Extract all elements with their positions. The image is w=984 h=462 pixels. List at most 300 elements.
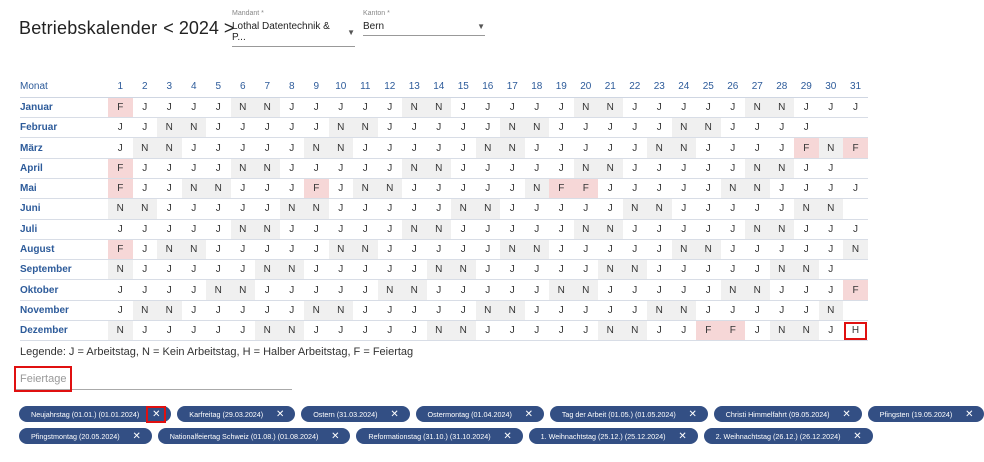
day-cell[interactable]: J [353,158,378,178]
day-cell[interactable]: N [647,138,672,158]
day-cell[interactable]: N [231,219,256,239]
day-cell[interactable]: J [819,260,844,280]
day-cell[interactable]: N [255,260,280,280]
day-cell[interactable]: J [255,280,280,300]
day-cell[interactable]: J [451,239,476,259]
day-cell[interactable]: N [402,219,427,239]
close-icon[interactable]: ✕ [390,408,399,420]
day-cell[interactable]: N [353,118,378,138]
day-cell[interactable]: N [819,300,844,320]
day-cell[interactable]: N [696,118,721,138]
day-cell[interactable]: J [721,97,746,117]
day-cell[interactable]: J [133,321,158,341]
day-cell[interactable]: N [280,260,305,280]
day-cell[interactable]: J [329,97,354,117]
day-cell[interactable]: N [206,178,231,198]
day-cell[interactable]: J [378,260,403,280]
day-cell[interactable]: J [329,280,354,300]
day-cell[interactable]: J [451,97,476,117]
prev-year-button[interactable]: < [163,18,174,38]
day-cell[interactable]: J [745,138,770,158]
day-cell[interactable]: J [623,97,648,117]
day-cell[interactable]: J [721,219,746,239]
day-cell[interactable]: J [574,199,599,219]
day-cell[interactable]: J [598,280,623,300]
day-cell[interactable]: J [182,97,207,117]
day-cell[interactable]: N [402,158,427,178]
day-cell[interactable]: J [500,260,525,280]
day-cell[interactable]: F [843,138,868,158]
day-cell[interactable]: N [500,138,525,158]
day-cell[interactable]: J [378,239,403,259]
day-cell[interactable]: J [182,280,207,300]
mandant-select[interactable] [232,10,355,47]
day-cell[interactable]: J [598,199,623,219]
day-cell[interactable]: J [157,199,182,219]
day-cell[interactable]: N [108,260,133,280]
day-cell[interactable]: J [721,239,746,259]
day-cell[interactable]: N [647,199,672,219]
day-cell[interactable]: J [353,138,378,158]
day-cell[interactable]: J [525,138,550,158]
day-cell[interactable]: N [745,158,770,178]
day-cell[interactable]: J [108,138,133,158]
day-cell[interactable]: N [182,178,207,198]
day-cell[interactable]: J [794,97,819,117]
day-cell[interactable]: J [770,239,795,259]
day-cell[interactable]: N [353,239,378,259]
day-cell[interactable]: N [427,219,452,239]
day-cell[interactable]: J [672,97,697,117]
day-cell[interactable]: J [647,158,672,178]
day-cell[interactable]: N [304,199,329,219]
day-cell[interactable]: J [500,280,525,300]
day-cell[interactable]: J [182,158,207,178]
day-cell[interactable]: J [329,199,354,219]
day-cell[interactable]: J [304,260,329,280]
day-cell[interactable]: J [157,178,182,198]
day-cell[interactable]: N [598,158,623,178]
day-cell[interactable]: N [280,321,305,341]
day-cell[interactable]: J [451,158,476,178]
day-cell[interactable]: J [476,260,501,280]
day-cell[interactable]: J [500,199,525,219]
day-cell[interactable]: N [402,280,427,300]
day-cell[interactable]: J [819,239,844,259]
day-cell[interactable]: J [476,158,501,178]
day-cell[interactable]: J [378,118,403,138]
day-cell[interactable]: N [819,138,844,158]
day-cell[interactable]: N [255,97,280,117]
day-cell[interactable]: J [770,118,795,138]
day-cell[interactable]: J [745,260,770,280]
chevron-down-icon[interactable]: ▼ [347,27,355,37]
day-cell[interactable]: N [329,300,354,320]
day-cell[interactable]: J [696,300,721,320]
day-cell[interactable]: N [843,239,868,259]
day-cell[interactable]: N [231,158,256,178]
day-cell[interactable]: J [770,199,795,219]
day-cell[interactable]: J [549,219,574,239]
day-cell[interactable]: J [770,178,795,198]
day-cell[interactable]: N [329,239,354,259]
day-cell[interactable]: J [329,260,354,280]
day-cell[interactable]: J [353,280,378,300]
day-cell[interactable]: J [696,178,721,198]
day-cell[interactable]: J [329,219,354,239]
day-cell[interactable]: J [819,321,844,341]
day-cell[interactable]: J [598,138,623,158]
day-cell[interactable]: J [696,219,721,239]
day-cell[interactable]: J [304,280,329,300]
day-cell[interactable]: J [206,118,231,138]
close-icon[interactable]: ✕ [853,430,862,442]
day-cell[interactable]: J [402,178,427,198]
day-cell[interactable]: F [108,158,133,178]
day-cell[interactable]: N [255,219,280,239]
day-cell[interactable]: J [476,178,501,198]
day-cell[interactable]: J [672,199,697,219]
day-cell[interactable]: N [476,199,501,219]
day-cell[interactable]: J [819,219,844,239]
day-cell[interactable]: N [794,260,819,280]
day-cell[interactable]: N [672,138,697,158]
day-cell[interactable]: J [280,219,305,239]
day-cell[interactable]: N [598,321,623,341]
day-cell[interactable]: J [819,280,844,300]
day-cell[interactable]: J [696,280,721,300]
day-cell[interactable]: J [133,260,158,280]
day-cell[interactable]: N [574,158,599,178]
day-cell[interactable]: N [721,178,746,198]
day-cell[interactable]: J [794,178,819,198]
day-cell[interactable]: J [647,321,672,341]
day-cell[interactable]: J [598,300,623,320]
day-cell[interactable]: J [525,260,550,280]
day-cell[interactable]: J [696,138,721,158]
day-cell[interactable]: N [231,280,256,300]
day-cell[interactable]: J [672,260,697,280]
day-cell[interactable]: J [280,239,305,259]
day-cell[interactable]: J [794,280,819,300]
day-cell[interactable]: J [255,178,280,198]
day-cell[interactable]: J [378,199,403,219]
day-cell[interactable]: N [819,199,844,219]
day-cell[interactable]: J [623,158,648,178]
day-cell[interactable]: N [794,321,819,341]
day-cell[interactable]: J [304,239,329,259]
day-cell[interactable]: J [696,199,721,219]
day-cell[interactable]: J [353,321,378,341]
day-cell[interactable]: J [451,219,476,239]
day-cell[interactable]: N [476,138,501,158]
day-cell[interactable]: F [794,138,819,158]
day-cell[interactable]: J [623,300,648,320]
day-cell[interactable]: J [721,300,746,320]
day-cell[interactable]: J [280,158,305,178]
day-cell[interactable]: J [206,300,231,320]
day-cell[interactable]: J [427,138,452,158]
day-cell[interactable]: J [133,239,158,259]
day-cell[interactable]: N [770,219,795,239]
day-cell[interactable]: J [133,178,158,198]
day-cell[interactable]: J [280,178,305,198]
day-cell[interactable]: N [745,280,770,300]
day-cell[interactable]: N [623,321,648,341]
day-cell[interactable]: J [549,239,574,259]
day-cell[interactable]: J [231,118,256,138]
day-cell[interactable]: J [255,239,280,259]
day-cell[interactable]: J [574,239,599,259]
day-cell[interactable]: J [647,118,672,138]
day-cell[interactable]: J [623,239,648,259]
day-cell[interactable]: N [378,280,403,300]
day-cell[interactable]: J [476,97,501,117]
day-cell[interactable]: J [623,219,648,239]
day-cell[interactable]: J [304,118,329,138]
day-cell[interactable]: J [231,239,256,259]
day-cell[interactable]: J [427,178,452,198]
day-cell[interactable]: J [182,260,207,280]
day-cell[interactable]: N [427,97,452,117]
day-cell[interactable]: N [770,321,795,341]
day-cell[interactable]: N [133,138,158,158]
day-cell[interactable]: J [231,178,256,198]
day-cell[interactable]: J [819,178,844,198]
day-cell[interactable]: J [696,97,721,117]
day-cell[interactable]: N [745,219,770,239]
kanton-select[interactable] [363,10,485,36]
day-cell[interactable]: J [329,178,354,198]
day-cell[interactable]: N [672,118,697,138]
day-cell[interactable]: J [598,239,623,259]
day-cell[interactable]: N [451,321,476,341]
day-cell[interactable]: J [745,321,770,341]
day-cell[interactable]: N [696,239,721,259]
day-cell[interactable]: J [378,219,403,239]
close-icon[interactable]: ✕ [132,430,141,442]
day-cell[interactable]: N [329,138,354,158]
day-cell[interactable]: J [623,118,648,138]
day-cell[interactable]: F [843,280,868,300]
day-cell[interactable]: J [108,118,133,138]
day-cell[interactable]: J [182,300,207,320]
day-cell[interactable]: J [329,321,354,341]
day-cell[interactable]: J [794,239,819,259]
day-cell[interactable]: J [353,219,378,239]
day-cell[interactable]: J [206,97,231,117]
day-cell[interactable]: N [525,178,550,198]
day-cell[interactable]: J [525,219,550,239]
close-icon[interactable]: ✕ [678,430,687,442]
day-cell[interactable]: J [304,321,329,341]
day-cell[interactable]: J [157,260,182,280]
day-cell[interactable]: J [353,199,378,219]
day-cell[interactable]: J [157,280,182,300]
day-cell[interactable]: N [427,260,452,280]
day-cell[interactable]: N [770,260,795,280]
day-cell[interactable]: J [647,97,672,117]
day-cell[interactable]: J [721,118,746,138]
day-cell[interactable]: J [672,280,697,300]
day-cell[interactable]: J [182,321,207,341]
day-cell[interactable]: J [402,321,427,341]
day-cell[interactable]: N [255,321,280,341]
day-cell[interactable]: J [770,280,795,300]
day-cell[interactable]: J [451,280,476,300]
day-cell[interactable]: J [770,300,795,320]
day-cell[interactable]: F [108,97,133,117]
day-cell[interactable]: F [721,321,746,341]
day-cell[interactable]: J [157,321,182,341]
day-cell[interactable]: N [157,118,182,138]
day-cell[interactable]: N [500,118,525,138]
day-cell[interactable]: N [476,300,501,320]
day-cell[interactable]: J [304,97,329,117]
day-cell[interactable]: J [255,118,280,138]
day-cell[interactable]: J [206,239,231,259]
day-cell[interactable]: J [402,239,427,259]
day-cell[interactable]: J [549,260,574,280]
day-cell[interactable]: J [476,321,501,341]
day-cell[interactable]: J [157,97,182,117]
close-icon[interactable]: ✕ [331,430,340,442]
day-cell[interactable]: J [549,300,574,320]
day-cell[interactable]: J [157,219,182,239]
day-cell[interactable]: J [525,321,550,341]
next-year-button[interactable]: > [223,18,235,38]
day-cell[interactable]: J [182,219,207,239]
day-cell[interactable]: N [255,158,280,178]
day-cell[interactable]: J [353,97,378,117]
day-cell[interactable]: J [647,280,672,300]
day-cell[interactable]: J [206,199,231,219]
day-cell[interactable]: J [206,321,231,341]
day-cell[interactable]: J [476,219,501,239]
close-icon[interactable]: ✕ [965,408,974,420]
day-cell[interactable]: J [623,138,648,158]
day-cell[interactable]: J [598,178,623,198]
day-cell[interactable]: J [549,118,574,138]
day-cell[interactable]: N [133,300,158,320]
day-cell[interactable]: J [549,158,574,178]
day-cell[interactable]: J [280,138,305,158]
day-cell[interactable]: N [280,199,305,219]
day-cell[interactable]: J [378,321,403,341]
day-cell[interactable]: F [108,239,133,259]
day-cell[interactable]: J [378,138,403,158]
day-cell[interactable]: J [378,300,403,320]
day-cell[interactable]: J [427,199,452,219]
day-cell[interactable]: J [427,300,452,320]
day-cell[interactable]: N [182,118,207,138]
day-cell[interactable]: J [304,158,329,178]
close-icon[interactable]: ✕ [688,408,697,420]
day-cell[interactable]: N [623,199,648,219]
day-cell[interactable]: N [157,300,182,320]
day-cell[interactable]: J [108,300,133,320]
day-cell[interactable]: J [770,138,795,158]
day-cell[interactable]: J [672,178,697,198]
day-cell[interactable]: N [378,178,403,198]
day-cell[interactable]: J [206,260,231,280]
day-cell[interactable]: J [182,138,207,158]
day-cell[interactable]: J [598,118,623,138]
day-cell[interactable]: J [329,158,354,178]
day-cell[interactable]: J [574,260,599,280]
close-icon[interactable]: ✕ [149,409,163,420]
day-cell[interactable]: N [647,300,672,320]
day-cell[interactable]: J [353,260,378,280]
day-cell[interactable]: N [745,178,770,198]
day-cell[interactable]: N [623,260,648,280]
day-cell[interactable]: J [133,280,158,300]
day-cell[interactable]: J [794,158,819,178]
day-cell[interactable]: N [304,300,329,320]
day-cell[interactable]: J [231,321,256,341]
day-cell[interactable]: J [402,118,427,138]
day-cell[interactable]: J [108,280,133,300]
day-cell[interactable]: J [182,199,207,219]
day-cell[interactable]: J [549,97,574,117]
day-cell[interactable]: J [647,219,672,239]
day-cell[interactable]: N [794,199,819,219]
day-cell[interactable]: J [525,280,550,300]
day-cell[interactable]: J [108,219,133,239]
day-cell[interactable]: J [672,321,697,341]
day-cell[interactable]: J [623,280,648,300]
day-cell[interactable]: J [843,97,868,117]
day-cell[interactable]: J [231,138,256,158]
day-cell[interactable]: J [500,97,525,117]
close-icon[interactable]: ✕ [503,430,512,442]
day-cell[interactable]: J [843,178,868,198]
day-cell[interactable]: J [549,199,574,219]
close-icon[interactable]: ✕ [276,408,285,420]
day-cell[interactable]: J [647,239,672,259]
day-cell[interactable]: J [819,97,844,117]
day-cell[interactable]: F [108,178,133,198]
day-cell[interactable]: J [476,280,501,300]
day-cell[interactable]: J [574,321,599,341]
day-cell[interactable]: N [574,280,599,300]
day-cell[interactable]: N [451,199,476,219]
day-cell[interactable]: H [843,321,868,341]
day-cell[interactable]: J [721,158,746,178]
day-cell[interactable]: N [574,219,599,239]
day-cell[interactable]: N [500,300,525,320]
day-cell[interactable]: N [745,97,770,117]
day-cell[interactable]: J [378,158,403,178]
day-cell[interactable]: N [206,280,231,300]
day-cell[interactable]: J [843,219,868,239]
day-cell[interactable]: J [574,300,599,320]
close-icon[interactable]: ✕ [842,408,851,420]
day-cell[interactable]: J [549,321,574,341]
day-cell[interactable]: N [525,239,550,259]
day-cell[interactable]: N [451,260,476,280]
day-cell[interactable]: N [770,158,795,178]
day-cell[interactable]: J [745,199,770,219]
day-cell[interactable]: J [206,219,231,239]
day-cell[interactable]: J [255,138,280,158]
day-cell[interactable]: F [304,178,329,198]
day-cell[interactable]: J [402,138,427,158]
day-cell[interactable]: J [819,158,844,178]
day-cell[interactable]: J [574,138,599,158]
day-cell[interactable]: J [549,138,574,158]
day-cell[interactable]: J [280,118,305,138]
